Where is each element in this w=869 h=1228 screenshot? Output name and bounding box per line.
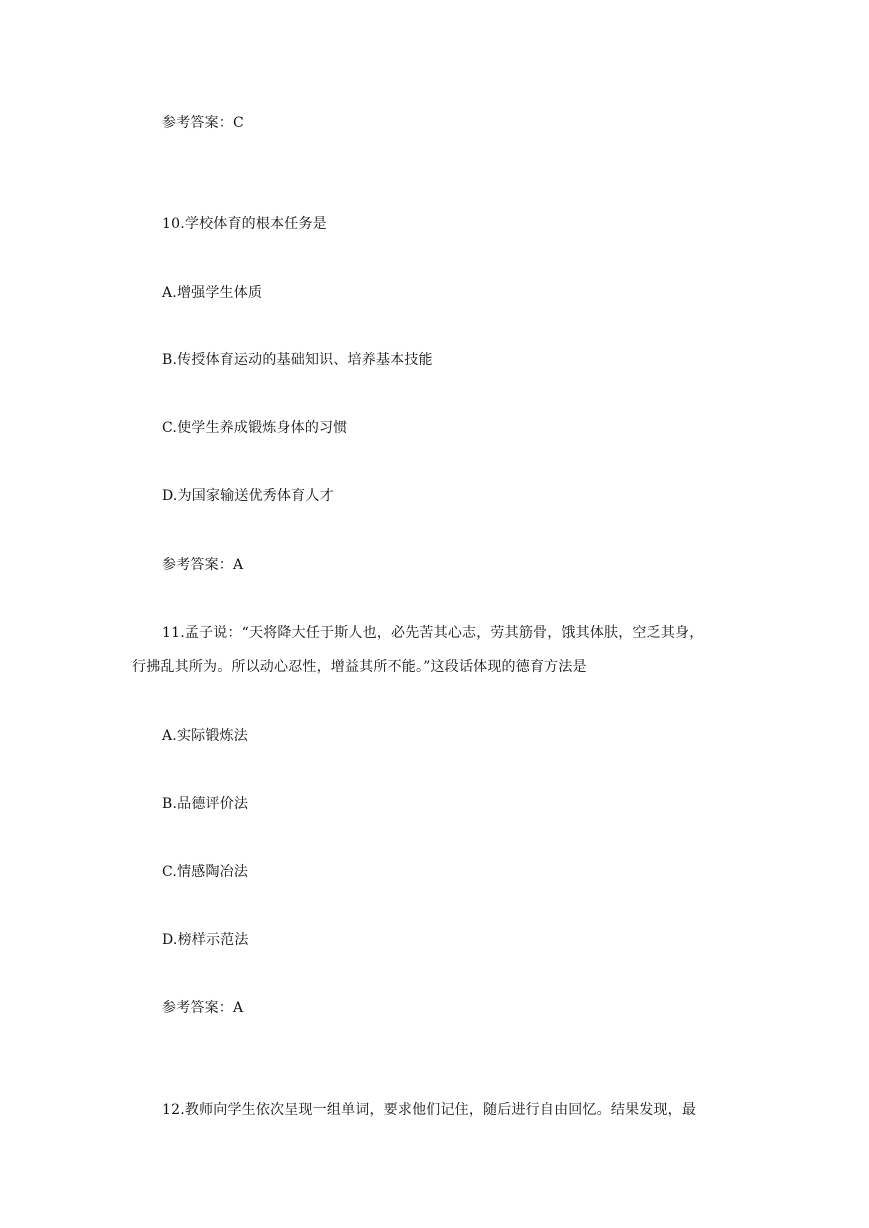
q11-question-line1: 11.孟子说：“天将降大任于斯人也，必先苦其心志，劳其筋骨，饿其体肤，空乏其身， — [162, 625, 704, 641]
q10-option-b: B.传授体育运动的基础知识、培养基本技能 — [162, 352, 433, 368]
q12-question-line1: 12.教师向学生依次呈现一组单词，要求他们记住，随后进行自由回忆。结果发现，最 — [162, 1102, 697, 1118]
q11-option-b: B.品德评价法 — [162, 796, 249, 812]
q10-option-a: A.增强学生体质 — [162, 285, 263, 301]
q10-option-c: C.使学生养成锻炼身体的习惯 — [162, 420, 348, 436]
q9-answer: 参考答案：C — [162, 115, 244, 131]
q11-answer: 参考答案：A — [162, 1000, 244, 1016]
q11-question-line2: 行拂乱其所为。所以动心忍性，增益其所不能。”这段话体现的德育方法是 — [132, 659, 587, 675]
q11-option-c: C.情感陶冶法 — [162, 864, 249, 880]
q10-question: 10.学校体育的根本任务是 — [162, 216, 327, 232]
q10-answer: 参考答案：A — [162, 557, 244, 573]
q10-option-d: D.为国家输送优秀体育人才 — [162, 488, 334, 504]
q11-option-a: A.实际锻炼法 — [162, 728, 248, 744]
q11-option-d: D.榜样示范法 — [162, 932, 249, 948]
